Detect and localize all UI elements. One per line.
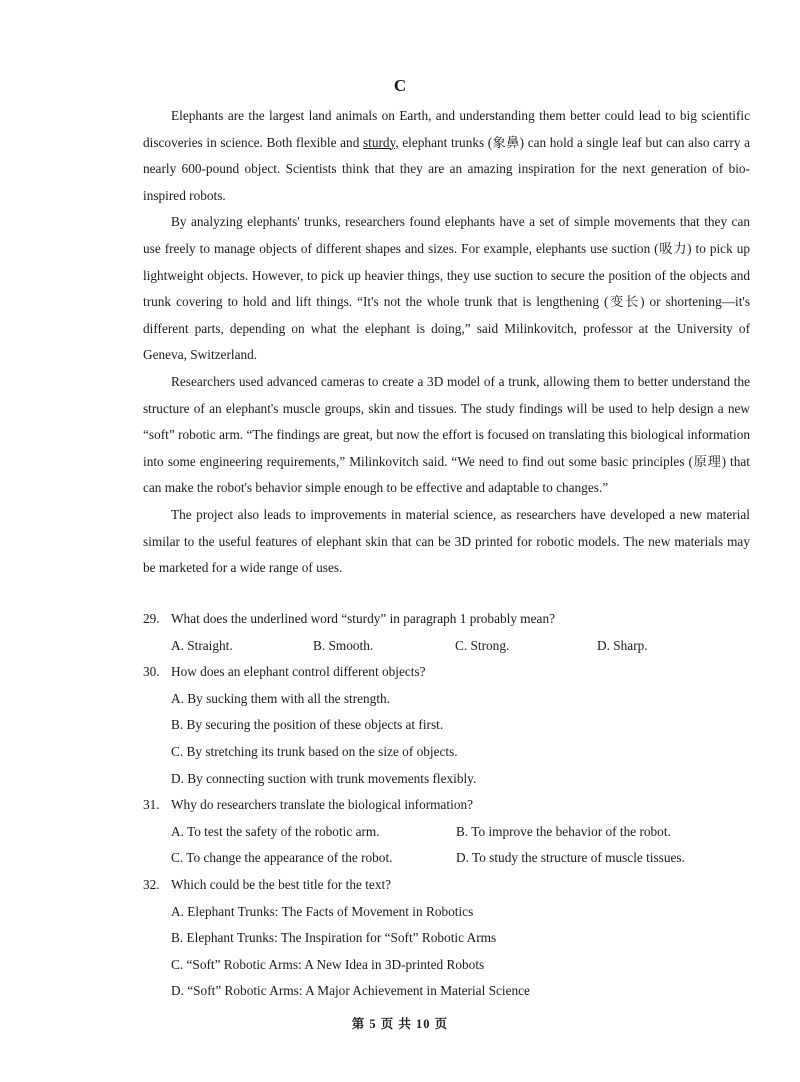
- question-number: 31.: [143, 797, 160, 813]
- question-stem: [143, 872, 750, 899]
- question-list: [143, 606, 750, 1005]
- option-c: C. By stretching its trunk based on the size of objects.: [171, 743, 458, 759]
- paragraph-4: The project also leads to improvements in material science, as researchers have developed a new material similar to the useful features of elephant skin that can be 3D printed for robotic models. The new materials may be marketed for a wide range of uses.: [143, 506, 750, 576]
- question-30: [143, 659, 750, 792]
- option-b: B. Smooth.: [313, 637, 374, 653]
- paragraph-2: By analyzing elephants' trunks, researchers found elephants have a set of simple movements that they can use freely to manage objects of different shapes and sizes. For example, elephants use suction (吸力) to pick up lightweight objects. However, to pick up heavier things, they use suction to secure the position of the objects and trunk covering to hold and lift things. “It's not the whole trunk that is lengthening (变长) or shortening—it's different parts, depending on what the elephant is doing,” said Milinkovitch, professor at the University of Geneva, Switzerland.: [143, 214, 750, 363]
- option-d: D. To study the structure of muscle tissues.: [456, 850, 685, 866]
- paragraph-3: Researchers used advanced cameras to create a 3D model of a trunk, allowing them to better understand the structure of an elephant's muscle groups, skin and tissues. The study findings will be used to help design a new “soft” robotic arm. “The findings are great, but now the effort is focused on translating this biological information into some engineering requirements,” Milinkovitch said. “We need to find out some basic principles (原理) that can make the robot's behavior simple enough to be effective and adaptable to changes.”: [143, 373, 750, 496]
- paragraph-1-text-start: Elephants are the largest land animals on Earth, and understanding them better could lead to big scientific discoveries in science. Both flexible and: [143, 108, 750, 150]
- question-number: 30.: [143, 664, 160, 680]
- question-32: [143, 872, 750, 1005]
- underlined-word: sturdy,: [362, 134, 399, 150]
- option-b: B. To improve the behavior of the robot.: [456, 823, 671, 839]
- question-text: Which could be the best title for the text?: [171, 876, 392, 892]
- options-column: [143, 686, 750, 792]
- option-d: D. Sharp.: [597, 637, 648, 653]
- options-column: [143, 899, 750, 1005]
- options-row: [143, 633, 750, 660]
- question-text: Why do researchers translate the biological information?: [171, 797, 474, 813]
- option-a: A. Elephant Trunks: The Facts of Movement in Robotics: [171, 903, 474, 919]
- option-c: C. To change the appearance of the robot.: [171, 850, 393, 866]
- question-29: [143, 606, 750, 659]
- paragraph-1-text-end: elephant trunks (象鼻) can hold a single leaf but can also carry a nearly 600-pound object. Scientists think that they are an amazing inspiration for the next generation of bio-inspired robots.: [143, 134, 750, 203]
- question-number: 29.: [143, 611, 160, 626]
- reading-passage: [143, 103, 750, 582]
- option-b: B. By securing the position of these objects at first.: [171, 717, 444, 733]
- question-text: What does the underlined word “sturdy” in paragraph 1 probably mean?: [171, 611, 555, 626]
- option-b: B. Elephant Trunks: The Inspiration for “Soft” Robotic Arms: [171, 930, 497, 946]
- option-d: D. By connecting suction with trunk movements flexibly.: [171, 770, 477, 786]
- question-stem: [143, 792, 750, 819]
- question-text: How does an elephant control different objects?: [171, 664, 426, 680]
- paragraph-1: [143, 103, 750, 209]
- option-a: A. To test the safety of the robotic arm.: [171, 823, 380, 839]
- option-d: D. “Soft” Robotic Arms: A Major Achievement in Material Science: [171, 983, 530, 999]
- options-row: [143, 845, 750, 872]
- section-heading: C: [393, 76, 407, 95]
- option-a: A. Straight.: [171, 637, 233, 653]
- option-c: C. Strong.: [455, 637, 510, 653]
- question-31: [143, 792, 750, 872]
- question-stem: [143, 659, 750, 686]
- question-number: 32.: [143, 876, 160, 892]
- question-stem: [143, 606, 750, 633]
- option-a: A. By sucking them with all the strength.: [171, 690, 391, 706]
- option-c: C. “Soft” Robotic Arms: A New Idea in 3D-printed Robots: [171, 956, 485, 972]
- options-row: [143, 819, 750, 846]
- page-footer: 第 5 页 共 10 页: [351, 1017, 449, 1031]
